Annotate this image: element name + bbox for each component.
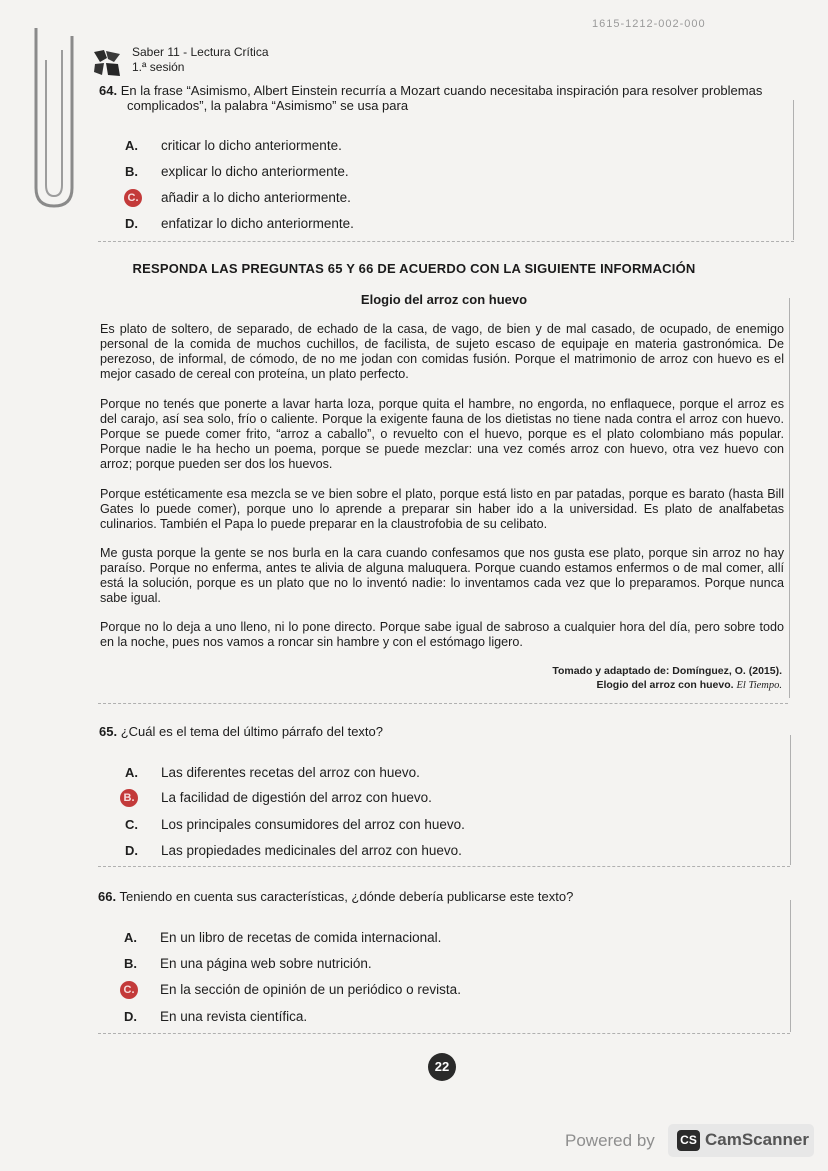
q65-option-c-text: Los principales consumidores del arroz con huevo.	[161, 817, 465, 832]
q66-option-a-letter: A.	[124, 930, 137, 945]
q64-option-b-text: explicar lo dicho anteriormente.	[161, 164, 349, 179]
q64-box-bottom-border	[98, 241, 794, 242]
q64-option-c-text: añadir a lo dicho anteriormente.	[161, 190, 351, 205]
q64-option-c-marked-letter: C.	[124, 189, 142, 207]
paper-clip-icon	[22, 20, 82, 210]
passage-paragraph-1: Es plato de soltero, de separado, de echado de la casa, de vago, de bien y de mal casado, de ocupado, de enemigo personal de la comida de muchos cuchillos, de facilista, de sujeto escaso de equipaje en materia gastronómica. De perezoso, de informal, de cómodo, de no me jodan con comidas fusión. Porque el matrimonio de arroz con huevo es el mejor casado de cereal con proteína, un plato perfecto.	[100, 322, 784, 381]
q65-option-d-text: Las propiedades medicinales del arroz con huevo.	[161, 843, 462, 858]
q64-number: 64.	[99, 83, 118, 98]
q64-option-b-letter: B.	[125, 164, 138, 179]
q64-option-d-text: enfatizar lo dicho anteriormente.	[161, 216, 354, 231]
camscanner-badge	[668, 1124, 814, 1157]
passage-paragraph-5: Porque no lo deja a uno lleno, ni lo pone directo. Porque sabe igual de sabroso a cualquier hora del día, pero sobre todo en la noche, pues nos vamos a roncar sin hambre y con el estómago ligero.	[100, 620, 784, 649]
q66-option-c[interactable]	[120, 981, 461, 999]
q65-option-b-marked-letter: B.	[120, 789, 138, 807]
camscanner-brand: CamScanner	[705, 1130, 809, 1149]
q66-option-a-text: En un libro de recetas de comida internacional.	[160, 930, 442, 945]
header-title: Saber 11 - Lectura Crítica	[132, 45, 269, 59]
passage-source	[552, 665, 782, 691]
scan-stamp: 1615-1212-002-000	[592, 18, 706, 30]
q64-option-d-letter: D.	[125, 216, 138, 231]
camscanner-logo-icon: CS	[677, 1130, 700, 1151]
q64-option-a-letter: A.	[125, 138, 138, 153]
passage-paragraph-3: Porque estéticamente esa mezcla se ve bien sobre el plato, porque está listo en par patadas, porque es barato (hasta Bill Gates lo puede comer), porque uno lo aprende a preparar sin haber ido a la universidad. Es plato de analfabetas culinarios. También el Papa lo puede preparar en la claustrofobia de su celibato.	[100, 487, 784, 531]
q66-box-bottom-border	[98, 1033, 790, 1034]
passage-instruction: RESPONDA LAS PREGUNTAS 65 Y 66 DE ACUERDO CON LA SIGUIENTE INFORMACIÓN	[132, 261, 696, 276]
q65-option-b-text: La facilidad de digestión del arroz con huevo.	[161, 790, 432, 805]
passage-paragraph-4: Me gusta porque la gente se nos burla en la cara cuando confesamos que nos gusta ese plato, porque sin arroz no hay paraíso. Porque no enferma, antes te alivia de alguna maluquera. Porque cuando estamos enfermos o de mal comer, allí está la solución, porque es un plato que no lo inventó nadie: lo inventamos cada vez que lo preparamos. Porque nunca sabe igual.	[100, 546, 784, 605]
q66-option-b[interactable]	[124, 956, 372, 971]
passage-box-bottom-border	[98, 703, 788, 704]
q64-box-right-border	[793, 100, 794, 240]
passage-paragraph-2: Porque no tenés que ponerte a lavar harta loza, porque quita el hambre, no engorda, no enflaquece, porque el arroz es del carajo, así sea solo, frío o caliente. Porque la exigente fauna de los dietistas no tiene nada contra el arroz con huevo. Porque se puede comer frito, “arroz a caballo”, o revuelto con el huevo, porque es el plato colombiano más popular. Porque nadie le ha hecho un poema, porque se puede mezclar: una vez comés arroz con huevo, otra vez huevo con arroz; porque pueden ser dos los huevos.	[100, 397, 784, 471]
q64-stem	[99, 83, 799, 113]
q65-option-a-letter: A.	[125, 765, 138, 780]
q66-option-b-letter: B.	[124, 956, 137, 971]
q65-option-d[interactable]	[125, 843, 462, 858]
q64-option-a-text: criticar lo dicho anteriormente.	[161, 138, 342, 153]
q66-option-a[interactable]	[124, 930, 442, 945]
q65-option-c-letter: C.	[125, 817, 138, 832]
q66-number: 66.	[98, 889, 117, 904]
passage-source-line1: Tomado y adaptado de: Domínguez, O. (2015).	[552, 665, 782, 677]
header-session: 1.ª sesión	[132, 60, 185, 74]
q65-box-right-border	[790, 735, 791, 865]
q64-text-line2: complicados”, la palabra “Asimismo” se usa para	[127, 98, 409, 113]
q66-option-c-marked-letter: C.	[120, 981, 138, 999]
passage-box-right-border	[789, 298, 790, 698]
q64-option-c[interactable]	[124, 189, 351, 207]
q64-text-line1: En la frase “Asimismo, Albert Einstein recurría a Mozart cuando necesitaba inspiración para resolver problemas	[120, 83, 763, 98]
q65-option-a[interactable]	[125, 765, 420, 780]
q65-option-b[interactable]	[120, 789, 432, 807]
q65-option-a-text: Las diferentes recetas del arroz con huevo.	[161, 765, 420, 780]
q64-option-b[interactable]	[125, 164, 349, 179]
q65-box-bottom-border	[98, 866, 790, 867]
passage-source-publication: El Tiempo.	[736, 680, 782, 691]
q65-option-d-letter: D.	[125, 843, 138, 858]
q65-stem	[99, 724, 789, 739]
q64-option-a[interactable]	[125, 138, 342, 153]
q66-box-right-border	[790, 900, 791, 1032]
q66-option-d-text: En una revista científica.	[160, 1009, 308, 1024]
q65-text: ¿Cuál es el tema del último párrafo del texto?	[120, 724, 384, 739]
q66-option-d[interactable]	[124, 1009, 308, 1024]
q66-option-c-text: En la sección de opinión de un periódico o revista.	[160, 982, 461, 997]
q66-stem	[98, 889, 788, 904]
passage-title: Elogio del arroz con huevo	[360, 292, 528, 307]
q64-option-d[interactable]	[125, 216, 354, 231]
q65-number: 65.	[99, 724, 118, 739]
q66-text: Teniendo en cuenta sus características, ¿dónde debería publicarse este texto?	[119, 889, 574, 904]
q65-option-c[interactable]	[125, 817, 465, 832]
icfes-logo-icon	[92, 48, 122, 78]
q66-option-b-text: En una página web sobre nutrición.	[160, 956, 372, 971]
q66-option-d-letter: D.	[124, 1009, 137, 1024]
powered-by-text: Powered by	[565, 1131, 655, 1150]
page-number-badge: 22	[428, 1053, 456, 1081]
passage-source-work: Elogio del arroz con huevo.	[596, 679, 734, 691]
